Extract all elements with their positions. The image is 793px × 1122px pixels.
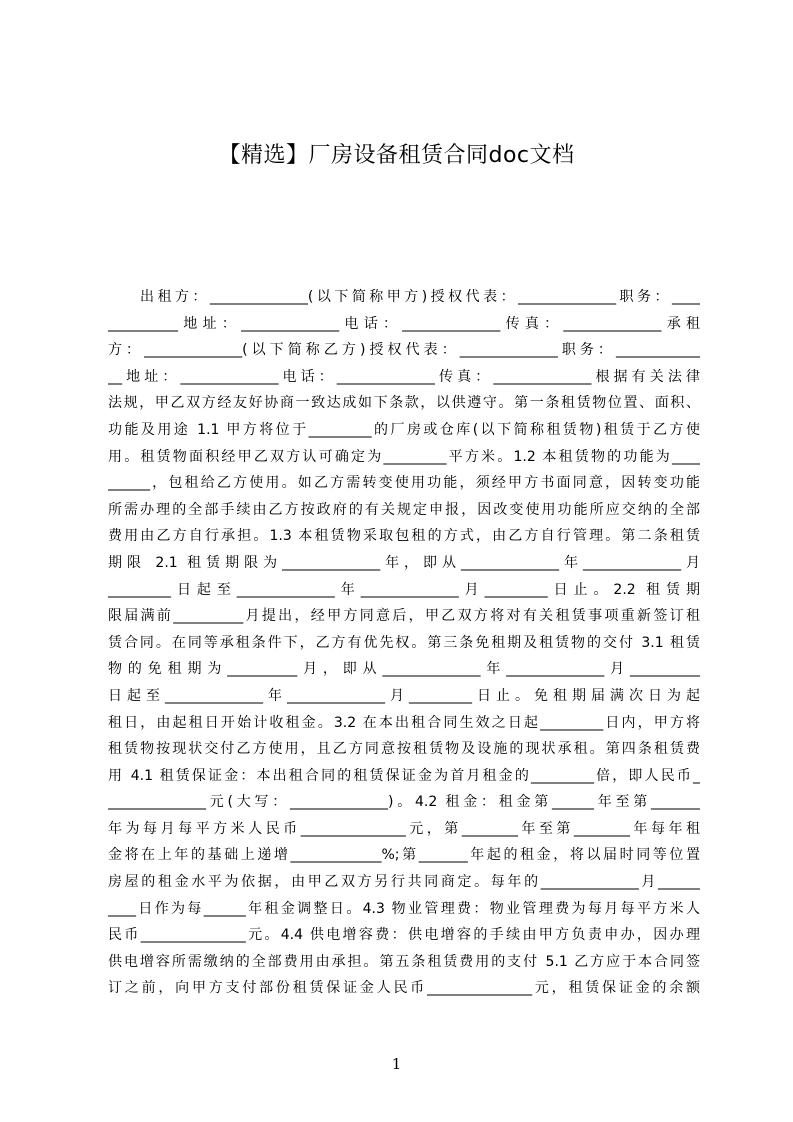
- body-line: _________日起至______________年______________月_________日止。2.2 租赁期: [108, 581, 700, 598]
- contract-body: [108, 284, 700, 1002]
- body-line: 方：______________(以下简称乙方)授权代表：______________职务：____________: [108, 342, 700, 359]
- body-line: __地址：______________电话：______________传真：______________根据有关法律: [108, 368, 700, 385]
- body-line: 所需办理的全部手续由乙方按政府的有关规定申报，因改变使用功能所应交纳的全部: [108, 501, 700, 518]
- body-line: 功能及用途 1.1 甲方将位于_________的厂房或仓库(以下简称租赁物)租赁于乙方使: [108, 421, 700, 438]
- body-line: 日起至______________年______________月_________日止。免租期届满次日为起: [108, 687, 700, 704]
- body-line: 费用由乙方自行承担。1.3 本租赁物采取包租的方式，由乙方自行管理。第二条租赁: [108, 528, 700, 545]
- body-line: 法规，甲乙双方经友好协商一致达成如下条款，以供遵守。第一条租赁物位置、面积、: [108, 395, 700, 412]
- document-title: 【精选】厂房设备租赁合同doc文档: [218, 143, 575, 168]
- body-line: 赁合同。在同等承租条件下，乙方有优先权。第三条免租期及租赁物的交付 3.1 租赁: [108, 634, 700, 651]
- body-line: 订之前，向甲方支付部份租赁保证金人民币_______________元，租赁保证金的余额: [108, 980, 700, 997]
- body-line: 民币_______________元。4.4 供电增容费：供电增容的手续由甲方负责申办，因办理: [108, 927, 700, 944]
- body-line: __________地址：______________电话：______________传真：______________承租: [108, 315, 700, 332]
- body-line: ____日作为每______年租金调整日。4.3 物业管理费：物业管理费为每月每平方米人: [108, 900, 700, 917]
- body-line: 限届满前__________月提出，经甲方同意后，甲乙双方将对有关租赁事项重新签订租: [108, 608, 700, 625]
- body-line: 期限 2.1 租赁期限为______________年，即从______________年______________月: [108, 554, 700, 571]
- body-line: ______________元(大写：______________)。4.2 租金：租金第______年至第_______: [108, 794, 700, 811]
- body-line: 物的免租期为__________月，即从______________年______________月__________: [108, 661, 700, 678]
- body-line: 出租方：______________(以下简称甲方)授权代表：______________职务：____: [140, 289, 700, 305]
- body-line: 房屋的租金水平为依据，由甲乙双方另行共同商定。每年的______________月______: [108, 874, 700, 891]
- body-line: 租日，由起租日开始计收租金。3.2 在本出租合同生效之日起_________日内，甲方将: [108, 714, 700, 731]
- body-line: 金将在上年的基础上递增_____________%;第_______年起的租金，将以届时同等位置: [108, 847, 700, 864]
- body-line: 用。租赁物面积经甲乙双方认可确定为_________平方米。1.2 本租赁物的功能为____: [108, 448, 700, 465]
- body-line: 年为每月每平方米人民币_______________元，第________年至第________年每年租: [108, 820, 700, 837]
- body-line: ______，包租给乙方使用。如乙方需转变使用功能，须经甲方书面同意，因转变功能: [108, 475, 700, 492]
- page-number: 1: [391, 1055, 402, 1073]
- body-line: 租赁物按现状交付乙方使用，且乙方同意按租赁物及设施的现状承租。第四条租赁费: [108, 741, 700, 758]
- body-line: 用 4.1 租赁保证金：本出租合同的租赁保证金为首月租金的_________倍，即人民币_: [108, 767, 700, 784]
- body-line: 供电增容所需缴纳的全部费用由承担。第五条租赁费用的支付 5.1 乙方应于本合同签: [108, 953, 700, 970]
